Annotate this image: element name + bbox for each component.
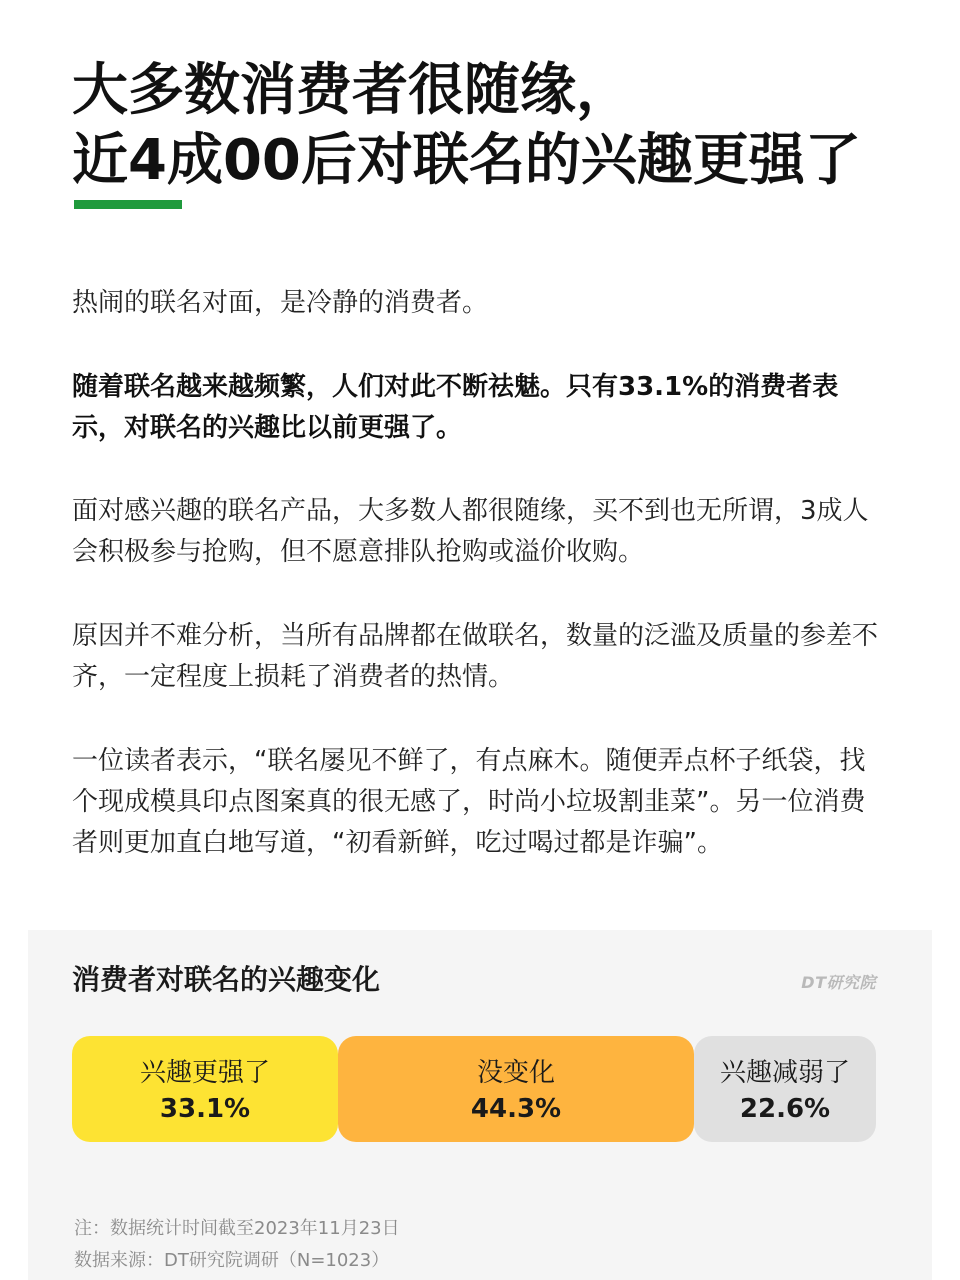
paragraph-1: 热闹的联名对面，是冷静的消费者。 <box>72 288 489 318</box>
bar-segment-label: 兴趣减弱了 <box>719 1058 850 1088</box>
bar-segment-label: 兴趣更强了 <box>139 1058 270 1088</box>
chart-title: 消费者对联名的兴趣变化 <box>72 963 381 996</box>
chart-source: 数据来源：DT研究院调研（N=1023） <box>74 1250 390 1271</box>
headline-accent-bar <box>74 200 182 209</box>
paragraph-3: 面对感兴趣的联名产品，大多数人都很随缘，买不到也无所谓，3成人会积极参与抢购，但不愿意排队抢购或溢价收购。 <box>72 496 869 567</box>
bar-segment-value: 44.3% <box>470 1094 562 1124</box>
paragraph-4: 原因并不难分析，当所有品牌都在做联名，数量的泛滥及质量的参差不齐，一定程度上损耗了消费者的热情。 <box>72 621 879 692</box>
dt-research-logo: DT研究院 <box>801 973 876 992</box>
chart-note: 注：数据统计时间截至2023年11月23日 <box>74 1218 400 1239</box>
chart-card <box>28 930 932 1280</box>
stacked-bar <box>72 1036 876 1142</box>
bar-segment-value: 33.1% <box>159 1094 251 1124</box>
paragraph-2-highlight: 随着联名越来越频繁，人们对此不断祛魅。只有33.1%的消费者表示，对联名的兴趣比以前更强了。 <box>72 372 839 443</box>
headline <box>72 56 902 196</box>
bar-segment-value: 22.6% <box>739 1094 831 1124</box>
bar-segment-1 <box>72 1036 338 1142</box>
bar-segment-label: 没变化 <box>476 1058 555 1088</box>
headline-line-2: 近4成00后对联名的兴趣更强了 <box>72 128 861 193</box>
paragraph-5: 一位读者表示，“联名屡见不鲜了，有点麻木。随便弄点杯子纸袋，找个现成模具印点图案真的很无感了，时尚小垃圾割韭菜”。另一位消费者则更加直白地写道，“初看新鲜，吃过喝过都是诈骗”。 <box>72 746 866 858</box>
bar-segment-3 <box>694 1036 876 1142</box>
bar-segment-2 <box>338 1036 694 1142</box>
headline-line-1: 大多数消费者很随缘， <box>72 58 632 123</box>
